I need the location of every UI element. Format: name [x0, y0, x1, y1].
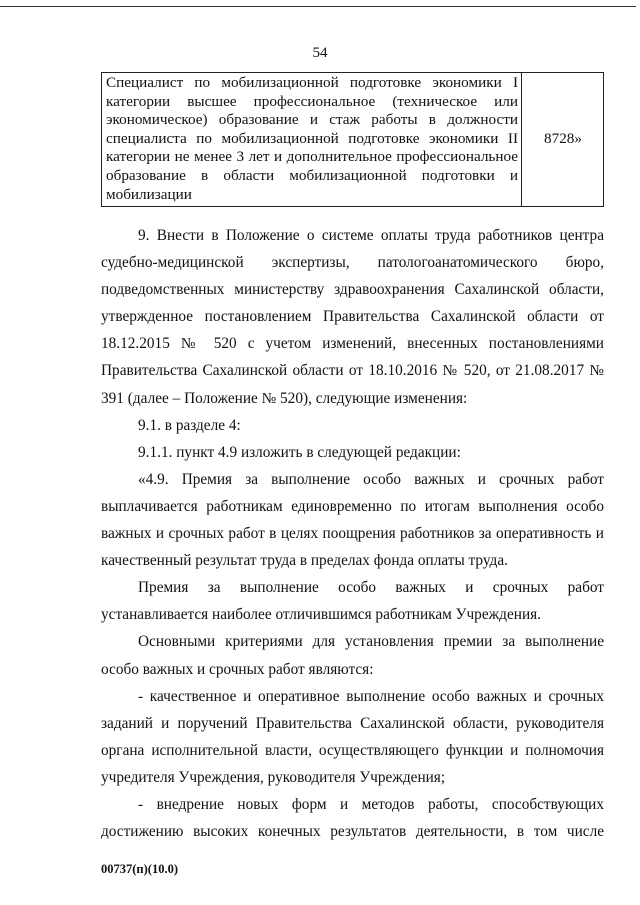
footer-code: 00737(п)(10.0) [101, 862, 178, 876]
paragraph-9-1: 9.1. в разделе 4: [138, 416, 241, 434]
table-row [102, 73, 604, 207]
paragraph-9-1-1: 9.1.1. пункт 4.9 изложить в следующей редакции: [138, 443, 461, 461]
paragraph-9: 9. Внести в Положение о системе оплаты труда работников центра судебно-медицинской экспертизы, патологоанатомического бюро, подведомственных министерству здравоохранения Сахалинской области, утвержденное постановлением Правительства Сахалинской области от 18.12.2015 № 520 с учетом изменений, внесенных постановлениями Правительства Сахалинской области от 18.10.2016 № 520, от 21.08.2017 № 391 (далее – Положение № 520), следующие изменения: [101, 227, 604, 407]
salary-cell: 8728» [522, 73, 604, 207]
document-body [101, 222, 604, 845]
paragraph-bonus-recipients: Премия за выполнение особо важных и срочных работ устанавливается наиболее отличившимся работникам Учреждения. [101, 579, 604, 624]
top-rule [0, 6, 636, 7]
paragraph-4-9: «4.9. Премия за выполнение особо важных и срочных работ выплачивается работникам единовременно по итогам выполнения особо важных и срочных работ в целях поощрения работников за оперативность и качественный результат труда в пределах фонда оплаты труда. [101, 470, 604, 570]
criteria-item-1: - качественное и оперативное выполнение особо важных и срочных заданий и поручений Правительства Сахалинской области, руководителя органа исполнительной власти, осуществляющего функции и полномочия учредителя Учреждения, руководителя Учреждения; [101, 687, 604, 786]
paragraph-criteria: Основными критериями для установления премии за выполнение особо важных и срочных работ являются: [101, 633, 604, 678]
criteria-item-2: - внедрение новых форм и методов работы, способствующих достижению высоких конечных результатов деятельности, в том числе [101, 795, 604, 841]
page-number: 54 [312, 45, 328, 61]
position-cell: Специалист по мобилизационной подготовке экономики I категории высшее профессиональное (техническое или экономическое) образование и стаж работы в должности специалиста по мобилизационной подготовке экономики II категории не менее 3 лет и дополнительное профессиональное образование в области мобилизационной подготовки и мобилизации [102, 73, 522, 207]
positions-table [101, 72, 604, 207]
